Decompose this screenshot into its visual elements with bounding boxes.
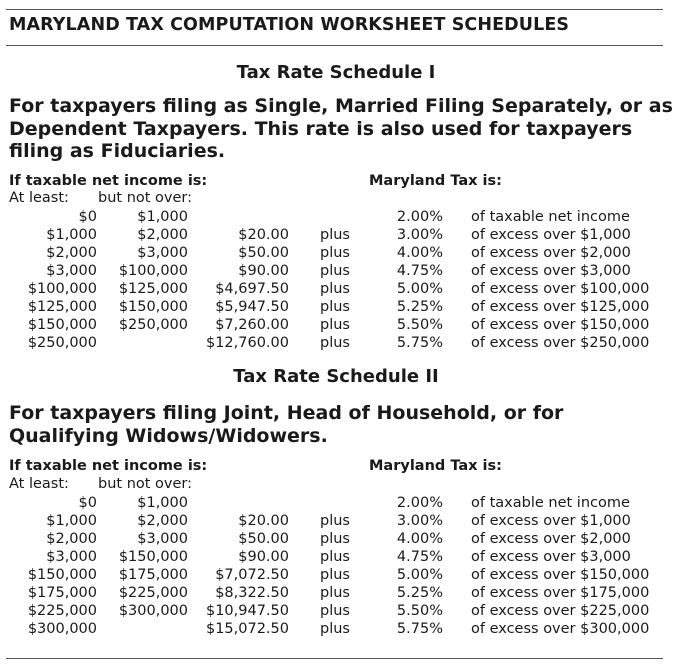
row-rate: 5.25%	[396, 299, 443, 315]
schedule-2-at-least-label: At least:	[9, 476, 69, 492]
row-description: of excess over $1,000	[471, 513, 631, 529]
bottom-rule	[6, 658, 663, 659]
schedule-1-not-over-label: but not over:	[98, 190, 193, 206]
schedule-2-description: For taxpayers filing Joint, Head of Household, or for Qualifying Widows/Widowers.	[9, 402, 564, 447]
row-base-tax: $20.00	[238, 227, 289, 243]
row-at-least: $3,000	[46, 549, 97, 565]
row-plus: plus	[320, 263, 350, 279]
row-not-over: $125,000	[118, 281, 188, 297]
row-at-least: $175,000	[27, 585, 97, 601]
row-description: of excess over $300,000	[471, 621, 650, 637]
row-description: of excess over $100,000	[471, 281, 650, 297]
row-base-tax: $5,947.50	[215, 299, 289, 315]
row-base-tax: $50.00	[238, 245, 289, 261]
schedule-2-tax-header: Maryland Tax is:	[369, 458, 502, 474]
row-plus: plus	[320, 621, 350, 637]
row-plus: plus	[320, 299, 350, 315]
row-not-over: $1,000	[137, 495, 188, 511]
schedule-1-table	[0, 208, 686, 352]
row-description: of excess over $150,000	[471, 317, 650, 333]
row-description: of excess over $3,000	[471, 549, 631, 565]
row-not-over: $3,000	[137, 531, 188, 547]
row-base-tax: $7,260.00	[215, 317, 289, 333]
row-base-tax: $10,947.50	[205, 603, 289, 619]
table-row	[0, 512, 686, 530]
row-description: of excess over $225,000	[471, 603, 650, 619]
row-rate: 5.75%	[396, 621, 443, 637]
table-row	[0, 334, 686, 352]
row-rate: 2.00%	[396, 495, 443, 511]
row-rate: 5.25%	[396, 585, 443, 601]
schedule-1-at-least-label: At least:	[9, 190, 69, 206]
schedule-1-description: For taxpayers filing as Single, Married Filing Separately, or as Dependent Taxpayers. This rate is also used for taxpayers filing as Fiduciaries.	[9, 95, 673, 162]
row-at-least: $0	[78, 495, 97, 511]
table-row	[0, 262, 686, 280]
row-rate: 5.50%	[396, 317, 443, 333]
table-row	[0, 548, 686, 566]
schedule-2-income-header: If taxable net income is:	[9, 458, 208, 474]
row-description: of excess over $1,000	[471, 227, 631, 243]
row-not-over: $250,000	[118, 317, 188, 333]
row-not-over: $150,000	[118, 299, 188, 315]
row-base-tax: $4,697.50	[215, 281, 289, 297]
row-description: of excess over $125,000	[471, 299, 650, 315]
row-at-least: $150,000	[27, 567, 97, 583]
schedule-1-title: Tax Rate Schedule I	[236, 62, 436, 83]
table-row	[0, 280, 686, 298]
row-rate: 3.00%	[396, 227, 443, 243]
row-plus: plus	[320, 227, 350, 243]
table-row	[0, 244, 686, 262]
row-plus: plus	[320, 335, 350, 351]
row-not-over: $2,000	[137, 513, 188, 529]
row-at-least: $150,000	[27, 317, 97, 333]
table-row	[0, 566, 686, 584]
table-row	[0, 208, 686, 226]
row-description: of excess over $2,000	[471, 245, 631, 261]
schedule-1-tax-header: Maryland Tax is:	[369, 173, 502, 189]
row-plus: plus	[320, 567, 350, 583]
row-not-over: $150,000	[118, 549, 188, 565]
row-not-over: $2,000	[137, 227, 188, 243]
row-base-tax: $50.00	[238, 531, 289, 547]
row-rate: 2.00%	[396, 209, 443, 225]
row-base-tax: $8,322.50	[215, 585, 289, 601]
row-plus: plus	[320, 281, 350, 297]
row-at-least: $125,000	[27, 299, 97, 315]
row-base-tax: $90.00	[238, 263, 289, 279]
top-rule	[6, 9, 663, 10]
schedule-1-income-header: If taxable net income is:	[9, 173, 208, 189]
table-row	[0, 298, 686, 316]
row-at-least: $2,000	[46, 531, 97, 547]
row-rate: 5.00%	[396, 281, 443, 297]
table-row	[0, 316, 686, 334]
row-description: of taxable net income	[471, 495, 630, 511]
row-rate: 4.75%	[396, 549, 443, 565]
row-not-over: $225,000	[118, 585, 188, 601]
row-base-tax: $7,072.50	[215, 567, 289, 583]
row-plus: plus	[320, 317, 350, 333]
row-description: of taxable net income	[471, 209, 630, 225]
row-rate: 4.75%	[396, 263, 443, 279]
schedule-2-title: Tax Rate Schedule II	[233, 366, 439, 387]
row-at-least: $2,000	[46, 245, 97, 261]
row-plus: plus	[320, 513, 350, 529]
row-not-over: $300,000	[118, 603, 188, 619]
row-base-tax: $15,072.50	[205, 621, 289, 637]
row-rate: 4.00%	[396, 531, 443, 547]
schedule-2-table	[0, 494, 686, 638]
row-description: of excess over $175,000	[471, 585, 650, 601]
row-at-least: $3,000	[46, 263, 97, 279]
table-row	[0, 602, 686, 620]
row-rate: 4.00%	[396, 245, 443, 261]
table-row	[0, 620, 686, 638]
row-not-over: $100,000	[118, 263, 188, 279]
page-title: MARYLAND TAX COMPUTATION WORKSHEET SCHEDULES	[9, 15, 570, 35]
row-base-tax: $20.00	[238, 513, 289, 529]
table-row	[0, 530, 686, 548]
row-plus: plus	[320, 585, 350, 601]
row-base-tax: $90.00	[238, 549, 289, 565]
row-not-over: $3,000	[137, 245, 188, 261]
row-at-least: $1,000	[46, 513, 97, 529]
row-description: of excess over $2,000	[471, 531, 631, 547]
row-at-least: $300,000	[27, 621, 97, 637]
table-row	[0, 494, 686, 512]
row-rate: 5.75%	[396, 335, 443, 351]
row-description: of excess over $3,000	[471, 263, 631, 279]
row-at-least: $225,000	[27, 603, 97, 619]
row-not-over: $1,000	[137, 209, 188, 225]
row-plus: plus	[320, 603, 350, 619]
row-plus: plus	[320, 549, 350, 565]
schedule-2-not-over-label: but not over:	[98, 476, 193, 492]
row-description: of excess over $250,000	[471, 335, 650, 351]
table-row	[0, 584, 686, 602]
row-plus: plus	[320, 531, 350, 547]
row-at-least: $0	[78, 209, 97, 225]
row-rate: 3.00%	[396, 513, 443, 529]
row-at-least: $250,000	[27, 335, 97, 351]
row-rate: 5.00%	[396, 567, 443, 583]
row-base-tax: $12,760.00	[205, 335, 289, 351]
row-at-least: $100,000	[27, 281, 97, 297]
row-description: of excess over $150,000	[471, 567, 650, 583]
table-row	[0, 226, 686, 244]
row-plus: plus	[320, 245, 350, 261]
row-not-over: $175,000	[118, 567, 188, 583]
row-rate: 5.50%	[396, 603, 443, 619]
title-rule	[6, 45, 663, 46]
row-at-least: $1,000	[46, 227, 97, 243]
